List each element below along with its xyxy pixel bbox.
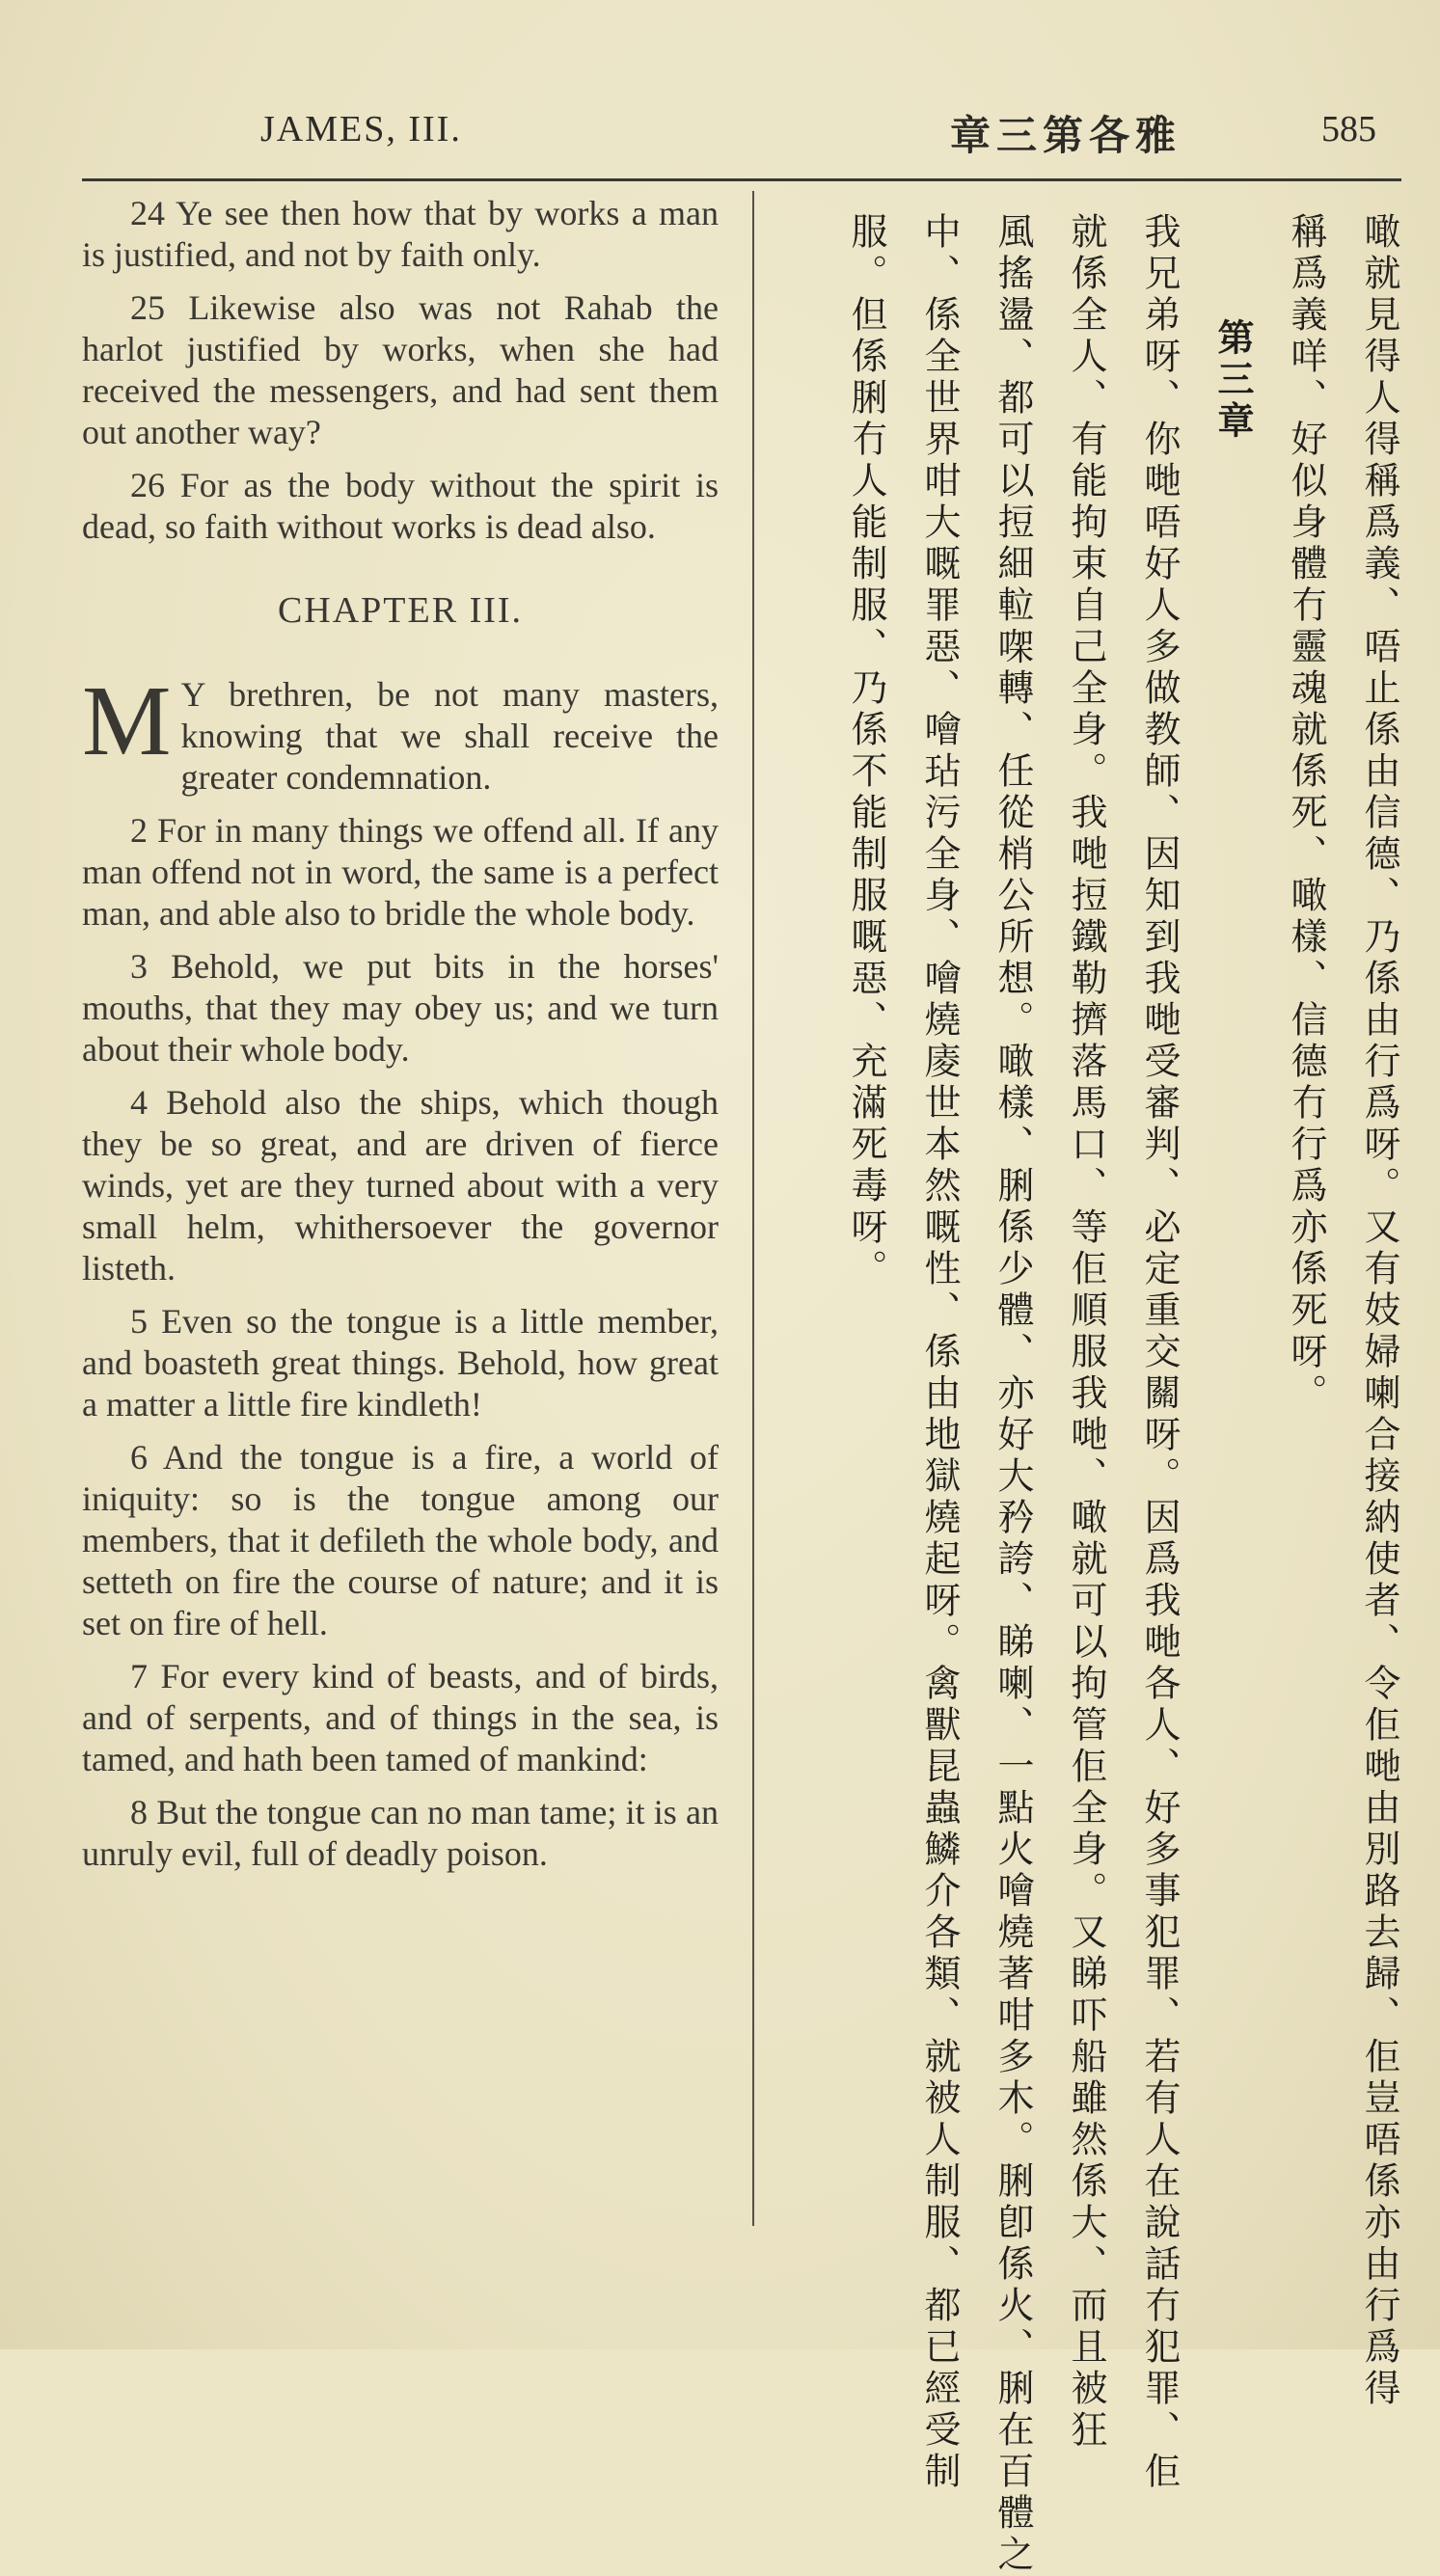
chinese-line: 稱爲義咩、好似身體冇靈魂就係死、噉樣、信德冇行爲亦係死呀。 [1285, 212, 1327, 1415]
chinese-line: 中、係全世界咁大嘅罪惡、噲玷污全身、噲燒庱世本然嘅性、係由地獄燒起呀。禽獸昆蟲鱗介各類、就被人制服、都已經受制 [918, 212, 961, 2493]
chinese-line: 噉就見得人得稱爲義、唔止係由信德、乃係由行爲呀。又有妓婦喇合接納使者、令佢哋由別路去歸、佢豈唔係亦由行爲得 [1358, 212, 1400, 2410]
drop-cap: M [82, 665, 172, 776]
verse-3-3: 3 Behold, we put bits in the horses' mouths, that they may obey us; and we turn about their whole body. [82, 947, 719, 1069]
verse-2-24: 24 Ye see then how that by works a man is justified, and not by faith only. [82, 194, 719, 274]
column-divider [752, 191, 754, 2226]
verse-3-1-text: Y brethren, be not many masters, knowing that we shall receive the greater condemnation. [180, 675, 719, 797]
running-header-chinese: 章三第各雅 [950, 112, 1182, 159]
chinese-line: 服。但係脷冇人能制服、乃係不能制服嘅惡、充滿死毒呀。 [845, 212, 887, 1290]
verse-3-1 [82, 665, 719, 799]
english-column [82, 193, 719, 1886]
verse-3-8: 8 But the tongue can no man tame; it is an unruly evil, full of deadly poison. [82, 1793, 719, 1873]
verse-2-25: 25 Likewise also was not Rahab the harlot justified by works, when she had received the messengers, and had sent them out another way? [82, 288, 719, 451]
verse-3-6: 6 And the tongue is a fire, a world of iniquity: so is the tongue among our members, that it defileth the whole body, and setteth on fire the course of nature; and it is set on fire of hell. [82, 1438, 719, 1642]
chinese-column [832, 212, 1413, 2576]
chinese-line: 我兄弟呀、你哋唔好人多做教師、因知到我哋受審判、必定重交關呀。因爲我哋各人、好多事犯罪、若有人在說話冇犯罪、佢 [1138, 212, 1181, 2493]
chinese-chapter-heading: 第三章 [1211, 318, 1254, 443]
chinese-line: 就係全人、有能拘束自己全身。我哋𢭃鐵勒擠落馬口、等佢順服我哋、噉就可以拘管佢全身。又睇吓船雖然係大、而且被狂 [1065, 212, 1107, 2452]
chinese-line: 風搖盪、都可以𢭃細𨋢㗎轉、任從梢公所想。噉樣、脷係少體、亦好大矜誇、睇喇、一點火噲燒著咁多木。脷卽係火、脷在百體之 [992, 212, 1034, 2576]
verse-2-26: 26 For as the body without the spirit is dead, so faith without works is dead also. [82, 466, 719, 546]
header-rule [82, 178, 1401, 181]
verse-3-4: 4 Behold also the ships, which though they be so great, and are driven of fierce winds, yet are they turned about with a very small helm, whithersoever the governor listeth. [82, 1083, 719, 1288]
running-header-english: JAMES, III. [260, 109, 462, 149]
page-number: 585 [1321, 109, 1376, 149]
verse-3-7: 7 For every kind of beasts, and of birds, and of serpents, and of things in the sea, is tamed, and hath been tamed of mankind: [82, 1657, 719, 1778]
verse-3-5: 5 Even so the tongue is a little member, and boasteth great things. Behold, how great a matter a little fire kindleth! [82, 1302, 719, 1424]
verse-3-2: 2 For in many things we offend all. If any man offend not in word, the same is a perfect man, and able also to bridle the whole body. [82, 811, 719, 933]
chapter-title: CHAPTER III. [277, 590, 524, 631]
